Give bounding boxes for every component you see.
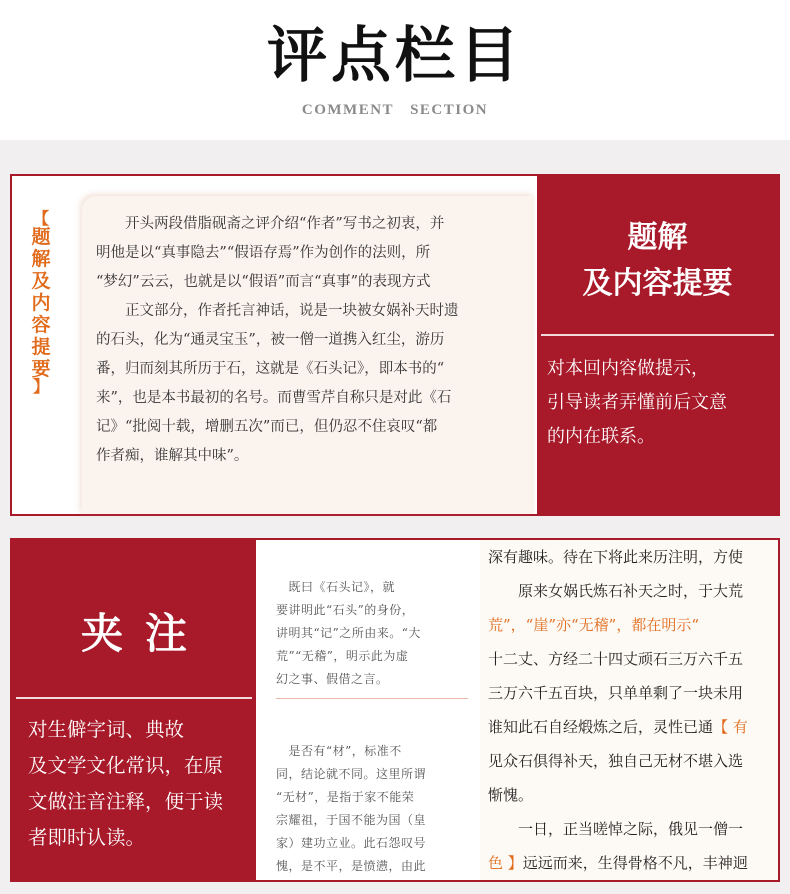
main-line: 深有趣味。待在下将此来历注明，方使 (488, 548, 744, 566)
text-line: 正文部分，作者托言神话，说是一块被女娲补天时遗 (96, 303, 459, 319)
note-line: 荒”“无稽”，明示此为虚 (276, 649, 409, 663)
text-line: “梦幻”云云，也就是以“假语”而言“真事”的表现方式 (96, 274, 431, 290)
main-line: 十二丈、方经二十四丈顽石三万六千五 (488, 650, 744, 668)
note-line: 是否有“材”，标准不 (276, 744, 402, 758)
label-bracket-open: 【 (32, 209, 49, 228)
note-line: “无材”，是指于家不能荣 (276, 790, 415, 804)
main-line: 色 】远远而来，生得骨格不凡，丰神迥 (488, 854, 748, 872)
page-subtitle (0, 102, 790, 119)
annotation-panel-divider (16, 697, 252, 699)
main-line: 惭愧。 (488, 786, 534, 804)
subtitle-word-section: SECTION (410, 102, 489, 118)
note-line: 家）建功立业。此石怨叹号 (276, 836, 427, 850)
summary-vertical-label (28, 209, 54, 396)
text-line: 记》“批阅十载，增删五次”而已，但仍忍不住哀叹“都 (96, 419, 438, 435)
annotation-panel-description: 对生僻字词、典故 及文学文化常识，在原 文做注音注释，便于读 者即时认读。 (28, 718, 224, 849)
summary-panel-title-line2: 及内容提要 (582, 266, 733, 301)
main-line: 原来女娲氏炼石补天之时，于大荒 (488, 582, 744, 600)
inline-annotation-marker: 色 】 (488, 854, 523, 872)
text-line: 来”，也是本书最初的名号。而曹雪芹自称只是对此《石 (96, 390, 452, 406)
text-line: 开头两段借脂砚斋之评介绍“作者”写书之初衷，并 (96, 216, 445, 232)
note-line: 宗耀祖，于国不能为国（皇 (276, 813, 427, 827)
text-line: 的石头，化为“通灵宝玉”，被一僧一道携入红尘，游历 (96, 332, 445, 348)
text-line: 番，归而刻其所历于石，这就是《石头记》，即本书的“ (96, 361, 445, 377)
note-line: 既曰《石头记》，就 (276, 580, 396, 594)
text-line: 作者痴，谁解其中味”。 (96, 448, 249, 464)
inline-annotation-marker: 【 有 (713, 718, 748, 736)
label-bracket-close: 】 (32, 377, 49, 396)
label-char: 及 (31, 270, 51, 292)
main-line: 见众石俱得补天，独自己无材不堪入选 (488, 752, 744, 770)
note-line: 愧，是不平，是愤懑，由此 (276, 859, 427, 873)
note-line: 幻之事、假借之言。 (276, 672, 389, 686)
summary-panel-divider (541, 334, 774, 336)
main-line: 三万六千五百块，只单单剩了一块未用 (488, 684, 744, 702)
main-line: 一日，正当嗟悼之际，俄见一僧一 (488, 820, 744, 838)
summary-panel-title-line1: 题解 (627, 220, 688, 255)
label-char: 提 (31, 336, 51, 358)
label-char: 题 (31, 226, 51, 248)
note-line: 讲明其“记”之所由来。“大 (276, 626, 421, 640)
label-char: 内 (31, 292, 51, 314)
main-line: 谁知此石自经煅炼之后，灵性已通【 有 (488, 718, 748, 736)
note-line: 同，结论就不同。这里所谓 (276, 767, 427, 781)
label-char: 容 (31, 314, 51, 336)
text-line: 明他是以“真事隐去”“假语存焉”作为创作的法则，所 (96, 245, 431, 261)
note-line: 要讲明此“石头”的身份， (276, 603, 415, 617)
main-line: 荒”，“崖”亦“无稽”，都在明示“ (488, 616, 700, 634)
label-char: 解 (31, 248, 51, 270)
annotation-note (276, 740, 476, 878)
page-title: 评点栏目 (267, 21, 523, 91)
annotation-panel-title: 夹注 (80, 609, 209, 658)
summary-body-text (96, 210, 534, 510)
note-divider (276, 698, 468, 699)
main-text-column (488, 540, 778, 880)
summary-panel-description: 对本回内容做提示， 引导读者弄懂前后文意 的内在联系。 (547, 358, 727, 447)
label-char: 要 (31, 358, 51, 380)
subtitle-word-comment: COMMENT (301, 102, 395, 118)
annotation-note (276, 576, 476, 691)
